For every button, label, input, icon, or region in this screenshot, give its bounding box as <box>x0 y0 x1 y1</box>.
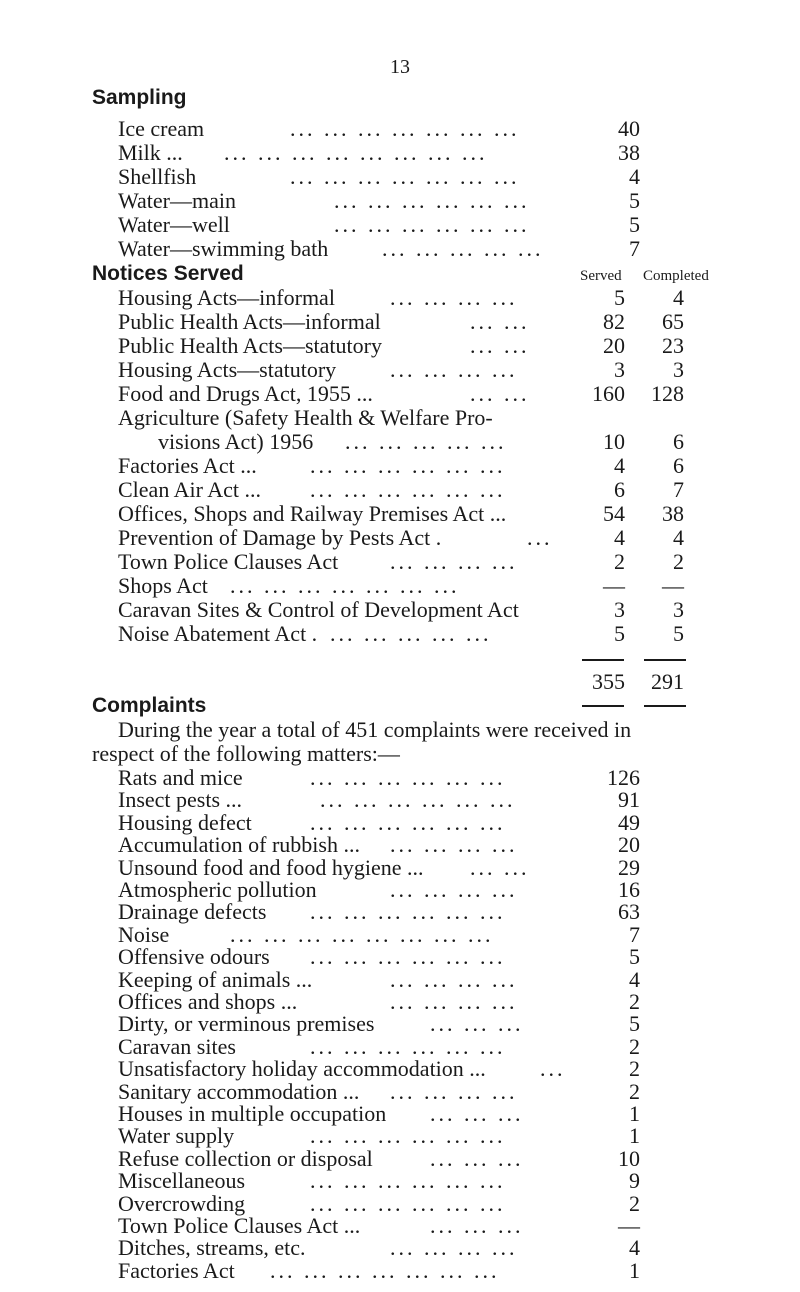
complaint-row: Dirty, or verminous premises ... ... ... 5 <box>118 1011 640 1037</box>
notice-row: Shops Act ... ... ... ... ... ... ... — — <box>118 573 684 598</box>
sampling-row: Ice cream ... ... ... ... ... ... ... 40 <box>118 116 640 141</box>
complaint-row: Housing defect ... ... ... ... ... ... 49 <box>118 809 640 835</box>
sampling-row: Water—main ... ... ... ... ... ... 5 <box>118 188 640 213</box>
complaint-row: Ditches, streams, etc. ... ... ... ... 4 <box>118 1235 640 1261</box>
complaint-row: Offices and shops ... ... ... ... ... 2 <box>118 989 640 1014</box>
notice-row: Agriculture (Safety Health & Welfare Pro- <box>118 405 493 430</box>
complaint-row: Town Police Clauses Act ... ... ... ... — <box>118 1213 640 1238</box>
sampling-row: Shellfish ... ... ... ... ... ... ... 4 <box>118 164 640 189</box>
notice-row: Food and Drugs Act, 1955 ... ... ... 160 128 <box>118 381 684 406</box>
sampling-heading: Sampling <box>92 86 187 109</box>
notice-row: Noise Abatement Act . ... ... ... ... ... 5 5 <box>118 621 684 646</box>
complaint-row: Caravan sites ... ... ... ... ... ... 2 <box>118 1033 640 1059</box>
complaint-row: Refuse collection or disposal ... ... ... 10 <box>118 1145 640 1171</box>
complaints-intro-line: During the year a total of 451 complaints were received in <box>118 717 632 742</box>
notice-row: Offices, Shops and Railway Premises Act ... 54 38 <box>118 501 684 526</box>
served-column-header: Served <box>580 268 622 284</box>
notice-row: Housing Acts—informal ... ... ... ... 5 4 <box>118 285 684 310</box>
sampling-row: Water—swimming bath ... ... ... ... ... 7 <box>118 236 640 261</box>
complaint-row: Water supply ... ... ... ... ... ... 1 <box>118 1123 640 1149</box>
complaint-row: Keeping of animals ... ... ... ... ... 4 <box>118 966 640 992</box>
complaints-intro-line: respect of the following matters:— <box>92 741 400 766</box>
served-total-underline <box>582 705 624 707</box>
completed-total-rule <box>644 659 686 661</box>
complaint-row: Houses in multiple occupation ... ... ... 1 <box>118 1101 640 1126</box>
complaint-row: Noise ... ... ... ... ... ... ... ... 7 <box>118 921 640 947</box>
complaint-row: Overcrowding ... ... ... ... ... ... 2 <box>118 1190 640 1216</box>
sampling-row: Milk ... ... ... ... ... ... ... ... ... 38 <box>118 140 640 165</box>
complaint-row: Drainage defects ... ... ... ... ... ... 63 <box>118 899 640 925</box>
page-number: 13 <box>390 56 410 78</box>
notice-row: Prevention of Damage by Pests Act . ... 4 4 <box>118 525 684 550</box>
complaints-heading: Complaints <box>92 694 207 717</box>
notice-row: Public Health Acts—statutory ... ... 20 23 <box>118 333 684 358</box>
complaint-row: Factories Act ... ... ... ... ... ... ... 1 <box>118 1257 640 1283</box>
complaint-row: Atmospheric pollution ... ... ... ... 16 <box>118 877 640 902</box>
notice-row: Clean Air Act ... ... ... ... ... ... ... 6 7 <box>118 477 684 502</box>
complaint-row: Unsatisfactory holiday accommodation ... ... 2 <box>118 1056 640 1082</box>
notice-row: visions Act) 1956 ... ... ... ... ... 10 6 <box>158 429 684 454</box>
notice-row: Caravan Sites & Control of Development Act 3 3 <box>118 597 684 622</box>
completed-total-underline <box>644 705 686 707</box>
notice-row: Housing Acts—statutory ... ... ... ... 3 3 <box>118 357 684 382</box>
complaint-row: Unsound food and food hygiene ... ... ... 29 <box>118 854 640 880</box>
notice-row: Town Police Clauses Act ... ... ... ... 2 2 <box>118 549 684 574</box>
notices-heading: Notices Served <box>92 262 244 285</box>
completed-column-header: Completed <box>643 268 709 284</box>
completed-total: 291 <box>651 669 684 694</box>
notices-total-row <box>0 670 800 694</box>
complaint-row: Sanitary accommodation ... ... ... ... ... 2 <box>118 1078 640 1104</box>
sampling-row: Water—well ... ... ... ... ... ... 5 <box>118 212 640 237</box>
complaint-row: Rats and mice ... ... ... ... ... ... 126 <box>118 765 640 790</box>
notice-row: Factories Act ... ... ... ... ... ... ... 4 6 <box>118 453 684 478</box>
complaint-row: Offensive odours ... ... ... ... ... ... 5 <box>118 944 640 970</box>
notice-row: Public Health Acts—informal ... ... 82 65 <box>118 309 684 334</box>
complaint-row: Insect pests ... ... ... ... ... ... ... 91 <box>118 787 640 813</box>
complaint-row: Miscellaneous ... ... ... ... ... ... 9 <box>118 1168 640 1194</box>
complaint-row: Accumulation of rubbish ... ... ... ... ... 20 <box>118 832 640 858</box>
served-total: 355 <box>592 669 625 694</box>
served-total-rule <box>582 659 624 661</box>
